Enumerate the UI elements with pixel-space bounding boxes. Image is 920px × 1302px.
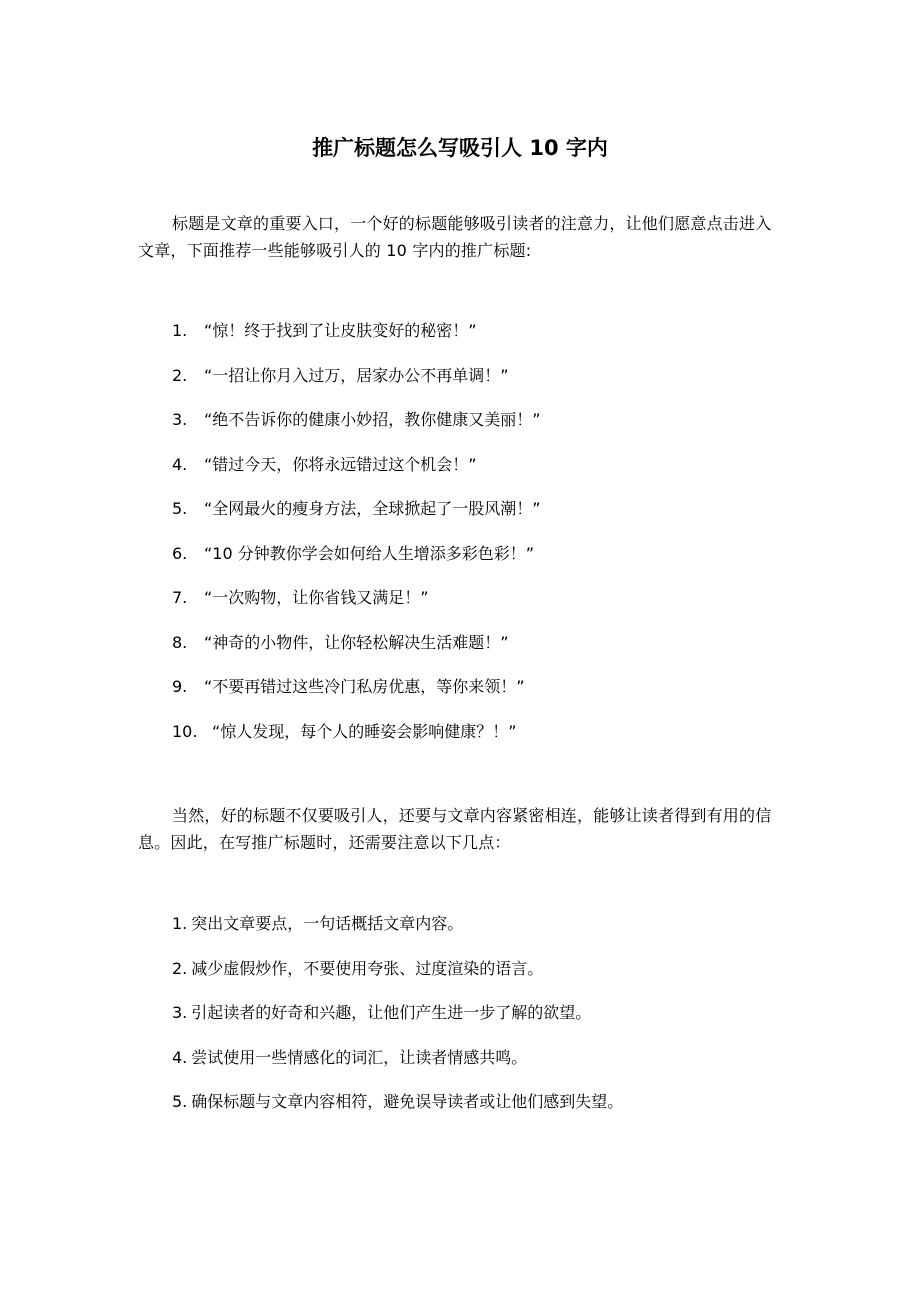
list-item-text: “错过今天，你将永远错过这个机会！” (204, 454, 477, 474)
list-item (172, 410, 541, 455)
list-item (172, 544, 541, 589)
list-item-text: “绝不告诉你的健康小妙招，教你健康又美丽！” (204, 410, 541, 429)
list-item (172, 366, 541, 411)
list-item (172, 499, 541, 544)
list-item (172, 633, 541, 678)
document-title: 推广标题怎么写吸引人 10 字内 (312, 136, 608, 160)
list-item (172, 588, 541, 633)
list-item-number: 3. (172, 1003, 188, 1022)
list-item-text: 引起读者的好奇和兴趣，让他们产生进一步了解的欲望。 (191, 1003, 592, 1022)
list-item (172, 1048, 623, 1093)
headline-list (172, 321, 541, 766)
list-item-number: 9. (172, 677, 188, 696)
list-item-text: 突出文章要点，一句话概括文章内容。 (191, 914, 464, 933)
list-item-number: 3. (172, 410, 188, 429)
list-item-text: “全网最火的瘦身方法，全球掀起了一股风潮！” (204, 499, 541, 518)
list-item-number: 5. (172, 499, 188, 518)
list-item-number: 5. (172, 1092, 188, 1111)
list-item-number: 2. (172, 958, 188, 978)
list-item (172, 722, 541, 767)
list-item (172, 677, 541, 722)
list-item-number: 10. (172, 721, 198, 741)
list-item-text: “不要再错过这些冷门私房优惠，等你来领！” (204, 677, 525, 696)
list-item-text: 确保标题与文章内容相符，避免误导读者或让他们感到失望。 (191, 1092, 624, 1111)
list-item-text: “神奇的小物件，让你轻松解决生活难题！” (204, 632, 509, 652)
list-item-text: “惊人发现，每个人的睡姿会影响健康？！” (212, 721, 517, 741)
list-item (172, 321, 541, 366)
list-item-number: 8. (172, 632, 188, 652)
list-item (172, 914, 623, 959)
list-item-text: “一次购物，让你省钱又满足！” (204, 588, 429, 607)
outro-paragraph: 当然，好的标题不仅要吸引人，还要与文章内容紧密相连，能够让读者得到有用的信息。因此，在写推广标题时，还需要注意以下几点： (138, 806, 772, 852)
list-item-text: “一招让你月入过万，居家办公不再单调！” (204, 365, 509, 385)
list-item-text: 减少虚假炒作，不要使用夸张、过度渲染的语言。 (191, 958, 544, 978)
list-item-number: 7. (172, 588, 188, 607)
list-item-number: 2. (172, 365, 188, 385)
list-item (172, 1003, 623, 1048)
list-item-number: 1. (172, 321, 188, 340)
list-item-number: 1. (172, 914, 188, 933)
list-item-number: 6. (172, 543, 188, 563)
list-item (172, 455, 541, 500)
list-item-text: 尝试使用一些情感化的词汇，让读者情感共鸣。 (191, 1047, 528, 1067)
tips-list (172, 914, 623, 1137)
list-item (172, 1092, 623, 1137)
list-item-number: 4. (172, 454, 188, 474)
intro-paragraph: 标题是文章的重要入口，一个好的标题能够吸引读者的注意力，让他们愿意点击进入文章，下面推荐一些能够吸引人的 10 字内的推广标题: (138, 214, 772, 260)
list-item-text: “惊！终于找到了让皮肤变好的秘密！” (204, 321, 477, 340)
list-item-text: “10 分钟教你学会如何给人生增添多彩色彩！” (204, 543, 535, 563)
list-item-number: 4. (172, 1047, 188, 1067)
list-item (172, 959, 623, 1004)
